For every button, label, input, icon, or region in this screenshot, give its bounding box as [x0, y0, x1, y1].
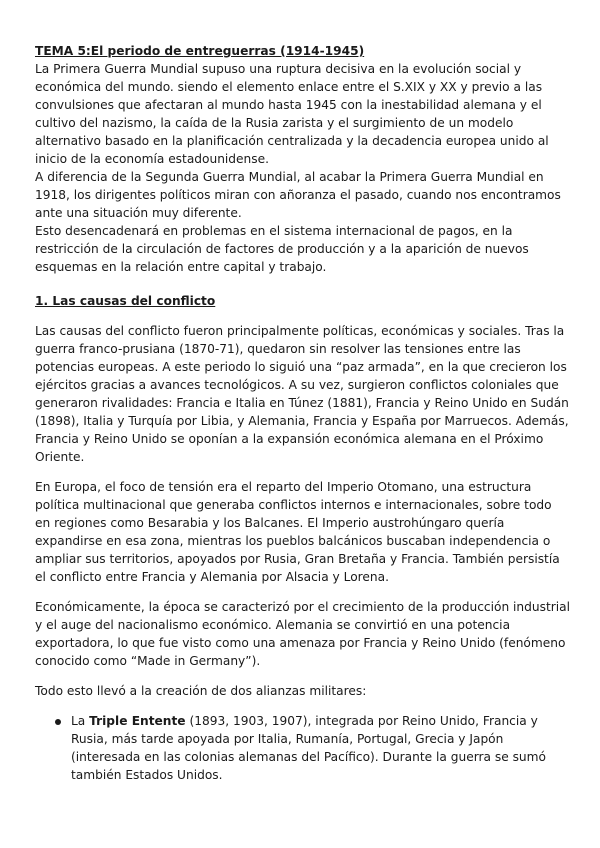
alliances-list: [35, 712, 570, 784]
intro-paragraph-2: A diferencia de la Segunda Guerra Mundial, al acabar la Primera Guerra Mundial en 1918, los dirigentes políticos miran con añoranza el pasado, cuando nos encontramos ante una situación muy diferente.: [35, 170, 561, 220]
list-item-text: [71, 712, 570, 784]
list-item-rest: (1893, 1903, 1907), integrada por Reino Unido, Francia y Rusia, más tarde apoyada por Italia, Rumanía, Portugal, Grecia y Japón (interesada en las colonias alemanas del Pacífico). Durante la guerra se sumó también Estados Unidos.: [71, 714, 546, 782]
document-title: TEMA 5:El periodo de entreguerras (1914-1945): [35, 44, 365, 58]
section-paragraph-3: Económicamente, la época se caracterizó por el crecimiento de la producción industrial y el auge del nacionalismo económico. Alemania se convirtió en una potencia exportadora, lo que fue visto como una amenaza por Francia y Reino Unido (fenómeno conocido como “Made in Germany”).: [35, 600, 570, 668]
intro-paragraph-3: Esto desencadenará en problemas en el sistema internacional de pagos, en la restricción de la circulación de factores de producción y a la aparición de nuevos esquemas en la relación entre capital y trabajo.: [35, 224, 529, 274]
section-heading: 1. Las causas del conflicto: [35, 294, 216, 308]
section-paragraph-4: Todo esto llevó a la creación de dos alianzas militares:: [35, 684, 367, 698]
bullet-icon: [35, 712, 71, 784]
list-item-prefix: La: [71, 714, 90, 728]
intro-paragraph-1: La Primera Guerra Mundial supuso una ruptura decisiva en la evolución social y económica del mundo. siendo el elemento enlace entre el S.XIX y XX y previo a las convulsiones que afectaran al mundo hasta 1945 con la inestabilidad alemana y el cultivo del nazismo, la caída de la Rusia zarista y el surgimiento de un modelo alternativo basado en la planificación centralizada y la decadencia europea unido al inicio de la economía estadounidense.: [35, 62, 549, 166]
list-item: [35, 712, 570, 784]
section-paragraph-1: Las causas del conflicto fueron principalmente políticas, económicas y sociales. Tras la guerra franco-prusiana (1870-71), quedaron sin resolver las tensiones entre las potencias europeas. A este periodo lo siguió una “paz armada”, en la que crecieron los ejércitos gracias a avances tecnológicos. A su vez, surgieron conflictos coloniales que generaron rivalidades: Francia e Italia en Túnez (1881), Francia y Reino Unido en Sudán (1898), Italia y Turquía por Libia, y Alemania, Francia y España por Marruecos. Además, Francia y Reino Unido se oponían a la expansión económica alemana en el Próximo Oriente.: [35, 324, 569, 464]
section-paragraph-2: En Europa, el foco de tensión era el reparto del Imperio Otomano, una estructura política multinacional que generaba conflictos internos e internacionales, sobre todo en regiones como Besarabia y los Balcanes. El Imperio austrohúngaro quería expandirse en esa zona, mientras los pueblos balcánicos buscaban independencia o ampliar sus territorios, apoyados por Rusia, Gran Bretaña y Francia. También persistía el conflicto entre Francia y Alemania por Alsacia y Lorena.: [35, 480, 560, 584]
list-item-bold: Triple Entente: [89, 714, 186, 728]
document-content: [35, 42, 570, 784]
